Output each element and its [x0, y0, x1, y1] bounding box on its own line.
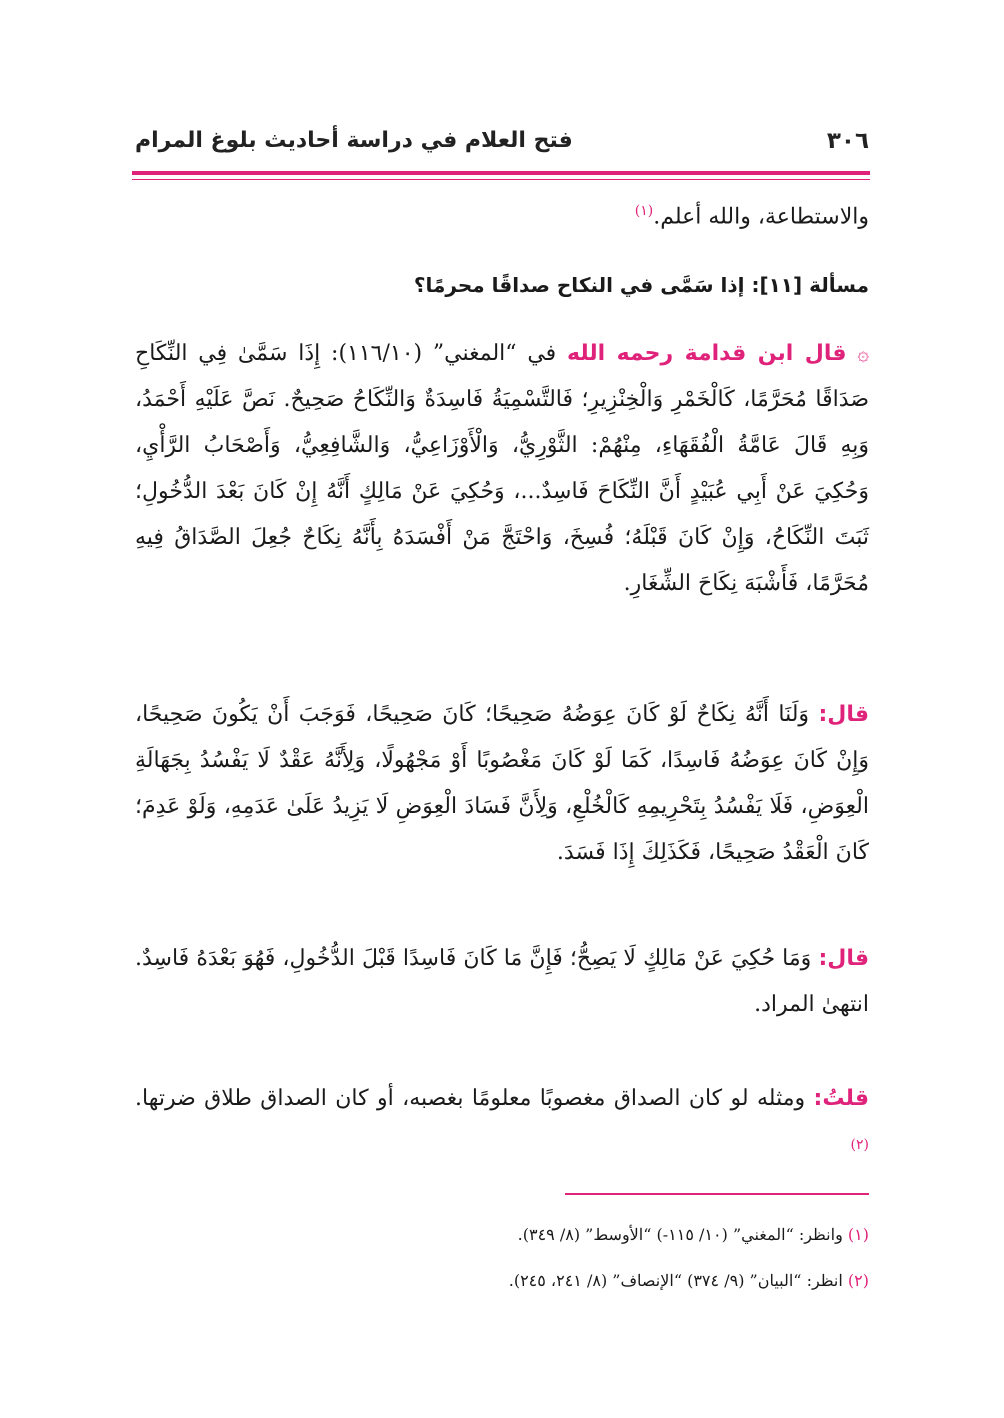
- speaker-label: قال ابن قدامة رحمه الله: [567, 341, 847, 366]
- qala-label: قال:: [818, 702, 869, 727]
- flower-ornament-icon: ۞: [857, 341, 870, 365]
- book-ref: “المغني”: [432, 341, 517, 366]
- book-title: فتح العلام في دراسة أحاديث بلوغ المرام: [135, 128, 573, 153]
- paragraph-body: ومثله لو كان الصداق مغصوبًا معلومًا بغصبه، أو كان الصداق طلاق ضرتها.: [135, 1086, 814, 1111]
- intro-line: [135, 188, 869, 240]
- paragraph-body: : إِذَا سَمَّىٰ فِي النِّكَاحِ صَدَاقًا مُحَرَّمًا، كَالْخَمْرِ وَالْخِنْزِيرِ؛ فَالتَّسْمِيَةُ فَاسِدَةٌ وَالنِّكَاحُ صَحِيحٌ. نَصَّ عَلَيْهِ أَحْمَدُ، وَبِهِ قَالَ عَامَّةُ الْفُقَهَاءِ، مِنْهُمْ: الثَّوْرِيُّ، وَالْأَوْزَاعِيُّ، وَالشَّافِعِيُّ، وَأَصْحَابُ الرَّأْيِ، وَحُكِيَ عَنْ أَبِي عُبَيْدٍ أَنَّ النِّكَاحَ فَاسِدٌ...، وَحُكِيَ عَنْ مَالِكٍ أَنَّهُ إِنْ كَانَ بَعْدَ الدُّخُولِ؛ ثَبَتَ النِّكَاحُ، وَإِنْ كَانَ قَبْلَهُ؛ فُسِخَ، وَاحْتَجَّ مَنْ أَفْسَدَهُ بِأَنَّهُ نِكَاحٌ جُعِلَ الصَّدَاقُ فِيهِ مُحَرَّمًا، فَأَشْبَهَ نِكَاحَ الشِّغَارِ.: [135, 341, 869, 596]
- page-number: ٣٠٦: [826, 128, 869, 154]
- footnote-marker-1[interactable]: (١): [634, 203, 654, 219]
- paragraph-qultu: [135, 1076, 869, 1174]
- footnote-text: انظر: “البيان” (٩/ ٣٧٤) “الإنصاف” (٨/ ٢٤١، ٢٤٥).: [508, 1271, 843, 1290]
- footnote-2: [135, 1268, 869, 1294]
- footnote-separator: [565, 1193, 869, 1195]
- footnote-marker-2[interactable]: (٢): [850, 1137, 869, 1153]
- page-header: [135, 128, 869, 168]
- footnote-number: (١): [847, 1225, 869, 1244]
- section-heading: [135, 262, 869, 309]
- book-ref-prefix: في: [527, 341, 557, 366]
- header-rule-thin: [132, 179, 870, 180]
- qala-label: قال:: [818, 946, 869, 971]
- footnote-1: [135, 1222, 869, 1248]
- footnote-number: (٢): [847, 1271, 869, 1290]
- paragraph-ibn-qudamah: [135, 330, 869, 607]
- paragraph-qala-1: [135, 692, 869, 876]
- intro-text: والاستطاعة، والله أعلم.: [653, 204, 869, 230]
- paragraph-body: وَمَا حُكِيَ عَنْ مَالِكٍ لَا يَصِحُّ؛ فَإِنَّ مَا كَانَ فَاسِدًا قَبْلَ الدُّخُولِ، فَهُوَ بَعْدَهُ فَاسِدٌ. انتهىٰ المراد.: [135, 946, 869, 1017]
- qultu-label: قلتُ:: [813, 1086, 869, 1111]
- volume-page-ref: (١١٦/١٠): [338, 341, 423, 366]
- footnote-text: وانظر: “المغني” (١٠/ ١١٥-) “الأوسط” (٨/ ٣٤٩).: [517, 1225, 843, 1244]
- paragraph-body: وَلَنَا أَنَّهُ نِكَاحٌ لَوْ كَانَ عِوَضُهُ صَحِيحًا؛ كَانَ صَحِيحًا، فَوَجَبَ أَنْ يَكُونَ صَحِيحًا، وَإِنْ كَانَ عِوَضُهُ فَاسِدًا، كَمَا لَوْ كَانَ مَغْصُوبًا أَوْ مَجْهُولًا، وَلِأَنَّهُ عَقْدٌ لَا يَفْسُدُ بِجَهَالَةِ الْعِوَضِ، فَلَا يَفْسُدُ بِتَحْرِيمِهِ كَالْخُلْعِ، وَلِأَنَّ فَسَادَ الْعِوَضِ لَا يَزِيدُ عَلَىٰ عَدَمِهِ، وَلَوْ عَدِمَ؛ كَانَ الْعَقْدُ صَحِيحًا، فَكَذَلِكَ إِذَا فَسَدَ.: [135, 702, 869, 865]
- paragraph-qala-2: [135, 936, 869, 1028]
- header-rule: [132, 171, 870, 175]
- section-title: مسألة [١١]: إذا سَمَّى في النكاح صداقًا محرمًا؟: [413, 273, 869, 297]
